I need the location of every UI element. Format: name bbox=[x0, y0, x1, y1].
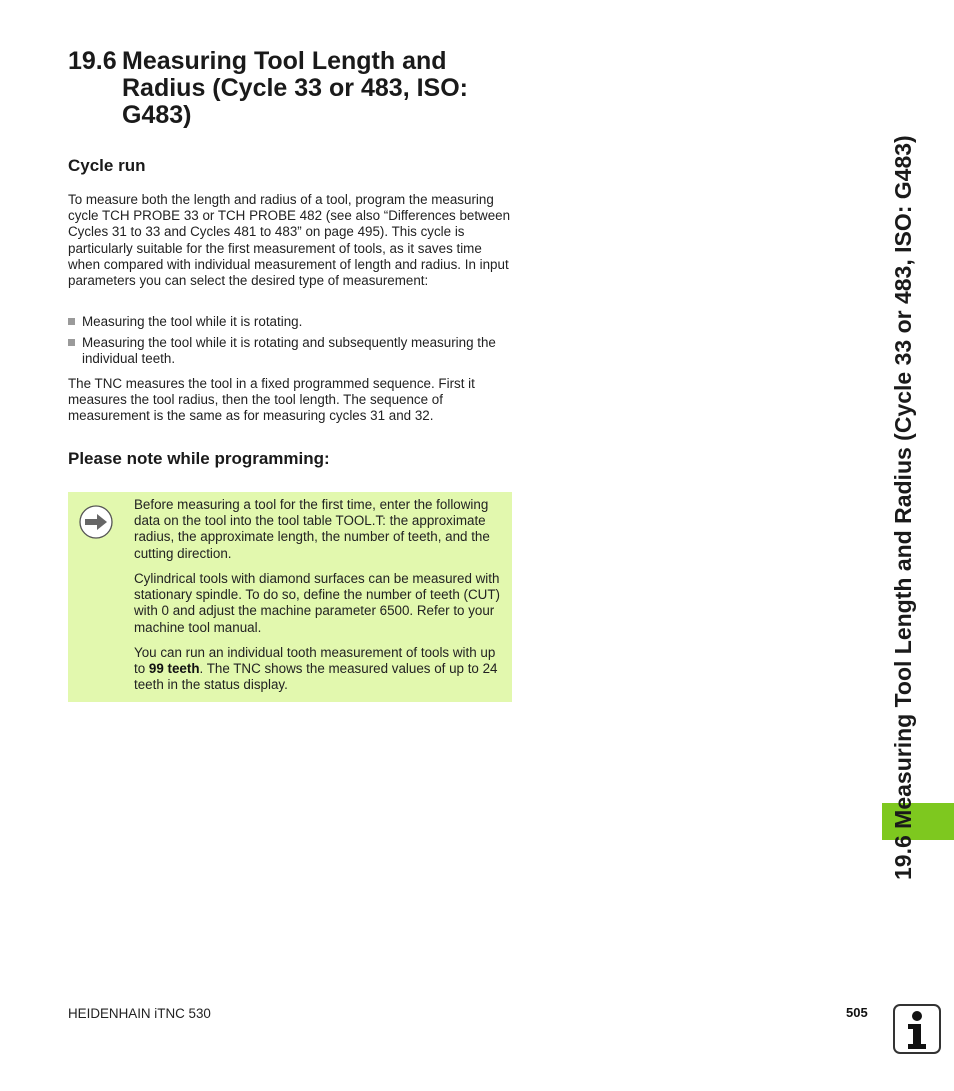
intro-paragraph: To measure both the length and radius of a tool, program the measuring cycle TCH PROBE 33 or TCH PROBE 482 (see also “Differences between Cycles 31 to 33 and Cycles 481 to 483” on page 495). This cycle is particularly suitable for the first measurement of tools, as it saves time when compared with individual measurement of length and radius. In input parameters you can select the desired type of measurement: bbox=[68, 192, 511, 289]
cycle-run-heading: Cycle run bbox=[68, 156, 146, 175]
footer-product: HEIDENHAIN iTNC 530 bbox=[68, 1006, 211, 1021]
bullet-text: Measuring the tool while it is rotating and subsequently measuring the individual teeth. bbox=[82, 335, 496, 367]
note-paragraph-1: Before measuring a tool for the first time, enter the following data on the tool into the tool table TOOL.T: the approximate radius, the approximate length, the number of teeth, and the cutting direction. bbox=[134, 497, 490, 561]
sidebar-title: 19.6 Measuring Tool Length and Radius (Cycle 33 or 483, ISO: G483) bbox=[890, 135, 916, 880]
list-item bbox=[68, 314, 512, 330]
note-bold-text: 99 teeth bbox=[148, 661, 200, 677]
note-box bbox=[68, 492, 512, 702]
note-text: . The TNC shows the measured values of up to 24 teeth in the status display. bbox=[134, 661, 498, 693]
sequence-paragraph: The TNC measures the tool in a fixed programmed sequence. First it measures the tool radius, then the tool length. The sequence of measurement is the same as for measuring cycles 31 and 32. bbox=[68, 376, 475, 424]
page-number: 505 bbox=[846, 1005, 868, 1020]
bullet-square-icon bbox=[68, 318, 75, 325]
note-paragraph-3 bbox=[134, 645, 504, 694]
note-text: You can run an individual tooth measurement of tools with up to bbox=[134, 645, 496, 677]
section-number: 19.6 bbox=[68, 47, 117, 75]
info-icon bbox=[893, 1004, 941, 1054]
list-item bbox=[68, 335, 512, 367]
section-title bbox=[68, 48, 508, 129]
note-heading: Please note while programming: bbox=[68, 449, 330, 468]
arrow-right-icon bbox=[79, 505, 113, 539]
note-paragraph-2: Cylindrical tools with diamond surfaces can be measured with stationary spindle. To do so, define the number of teeth (CUT) with 0 and adjust the machine parameter 6500. Refer to your machine tool manual. bbox=[134, 571, 500, 635]
bullet-text: Measuring the tool while it is rotating. bbox=[82, 314, 303, 329]
bullet-square-icon bbox=[68, 339, 75, 346]
section-title-text: Measuring Tool Length and Radius (Cycle 33 or 483, ISO: G483) bbox=[122, 47, 468, 129]
